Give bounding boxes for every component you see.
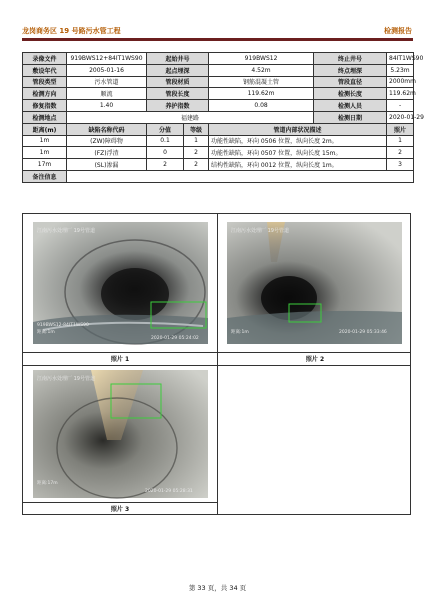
- defect-row: [23, 159, 414, 171]
- defect-description: 功能性缺陷，环向 0506 位置，纵向长度 2m。: [209, 135, 387, 147]
- value-end-depth: 5.23m: [387, 64, 414, 76]
- value-end-well: 84IT1WS90: [387, 53, 414, 65]
- col-score: 分值: [147, 123, 184, 135]
- value-direction: 顺流: [67, 88, 147, 100]
- photo-grid-divider: [217, 214, 218, 514]
- header-rule: [22, 38, 413, 41]
- inspection-photo-1: [33, 222, 208, 344]
- label-pipe-type: 管段类型: [23, 76, 67, 88]
- photo-caption-3: 照片 3: [110, 506, 130, 513]
- inspection-photo-3: [33, 370, 208, 498]
- label-date: 检测日期: [314, 111, 387, 123]
- value-year: 2005-01-16: [67, 64, 147, 76]
- value-pipe-type: 污水管道: [67, 76, 147, 88]
- value-video-file: 919BWS12+84IT1WS90: [67, 53, 147, 65]
- label-video-file: 录像文件: [23, 53, 67, 65]
- col-photo: 照片: [387, 123, 414, 135]
- label-pipe-length: 管段长度: [147, 88, 209, 100]
- defect-description: 功能性缺陷，环向 0507 位置，纵向长度 15m。: [209, 147, 387, 159]
- value-inspector: -: [387, 100, 414, 112]
- defect-description: 结构性缺陷，环向 0012 位置，纵向长度 1m。: [209, 159, 387, 171]
- label-inspect-length: 检测长度: [314, 88, 387, 100]
- photo-grid-divider: [23, 365, 410, 366]
- page-number: 第 33 页，共 34 页: [188, 584, 247, 592]
- info-row-index: [23, 100, 414, 112]
- info-row-direction: [23, 88, 414, 100]
- project-title: 龙岗商务区 19 号路污水管工程: [22, 27, 121, 35]
- page-header: [22, 24, 412, 38]
- defect-row: [23, 147, 414, 159]
- defect-distance: 1m: [23, 135, 67, 147]
- defect-code: (SL)渗漏: [67, 159, 147, 171]
- label-remark: 备注信息: [23, 170, 67, 182]
- value-date: 2020-01-29: [387, 111, 414, 123]
- label-end-well: 终止井号: [314, 53, 387, 65]
- photo-overlay-top: 江南污水处理厂 19号管道: [37, 228, 95, 234]
- photo-caption-2: 照片 2: [305, 356, 325, 363]
- label-year: 敷设年代: [23, 64, 67, 76]
- col-description: 管道内部状况描述: [209, 123, 387, 135]
- label-direction: 检测方向: [23, 88, 67, 100]
- value-repair-index: 1.40: [67, 100, 147, 112]
- defect-distance: 1m: [23, 147, 67, 159]
- label-repair-index: 修复指数: [23, 100, 67, 112]
- value-pipe-length: 119.62m: [209, 88, 314, 100]
- defect-grade: 2: [184, 147, 209, 159]
- label-end-depth: 终点埋深: [314, 64, 387, 76]
- value-start-depth: 4.52m: [209, 64, 314, 76]
- remark-row: [23, 170, 414, 182]
- label-location: 检测地点: [23, 111, 67, 123]
- photo-grid: [22, 213, 411, 515]
- value-diameter: 2000mm: [387, 76, 414, 88]
- info-row-type: [23, 76, 414, 88]
- col-distance: 距离(m): [23, 123, 67, 135]
- photo-overlay-time: 2020-01-29 05:28:31: [145, 489, 193, 494]
- defect-score: 0.1: [147, 135, 184, 147]
- photo-grid-divider: [23, 352, 410, 353]
- value-remark: [67, 170, 414, 182]
- defect-score: 2: [147, 159, 184, 171]
- info-row-location: [23, 111, 414, 123]
- photo-overlay-top: 江南污水处理厂 19号管道: [37, 376, 95, 382]
- defect-distance: 17m: [23, 159, 67, 171]
- defect-code: (ZW)障碍物: [67, 135, 147, 147]
- col-defect-code: 缺陷名称代码: [67, 123, 147, 135]
- defect-photo-no: 1: [387, 135, 414, 147]
- defect-grade: 1: [184, 135, 209, 147]
- photo-overlay-top: 江南污水处理厂 19号管道: [231, 228, 289, 234]
- inspection-photo-2: [227, 222, 402, 344]
- defect-photo-no: 3: [387, 159, 414, 171]
- value-inspect-length: 119.62m: [387, 88, 414, 100]
- photo-overlay-distance: 距离:17m: [37, 481, 58, 486]
- photo-grid-divider: [23, 502, 217, 503]
- value-location: 福建路: [67, 111, 314, 123]
- defect-score: 0: [147, 147, 184, 159]
- label-inspector: 检测人员: [314, 100, 387, 112]
- photo-overlay-time: 2020-01-29 05:33:46: [339, 330, 387, 335]
- photo-caption-1: 照片 1: [110, 356, 130, 363]
- defect-photo-no: 2: [387, 147, 414, 159]
- inspection-info-table: [22, 52, 424, 183]
- photo-overlay-distance: 距离:1m: [37, 330, 55, 335]
- photo-overlay-time: 2020-01-29 05:24:02: [151, 336, 199, 341]
- value-start-well: 919BWS12: [209, 53, 314, 65]
- report-title: 检测报告: [384, 27, 412, 35]
- defect-grade: 2: [184, 159, 209, 171]
- photo-overlay-distance: 距离:1m: [231, 330, 249, 335]
- value-material: 钢筋混凝土管: [209, 76, 314, 88]
- label-start-depth: 起点埋深: [147, 64, 209, 76]
- label-start-well: 起始井号: [147, 53, 209, 65]
- info-row-year: [23, 64, 414, 76]
- value-maintain-index: 0.08: [209, 100, 314, 112]
- label-maintain-index: 养护指数: [147, 100, 209, 112]
- photo-overlay-id: 919BWS12-84IT1WS90: [37, 323, 89, 328]
- label-diameter: 管段直径: [314, 76, 387, 88]
- label-material: 管段材质: [147, 76, 209, 88]
- defect-header-row: [23, 123, 414, 135]
- col-grade: 等级: [184, 123, 209, 135]
- defect-code: (FZ)浮渣: [67, 147, 147, 159]
- info-row-file: [23, 53, 414, 65]
- defect-row: [23, 135, 414, 147]
